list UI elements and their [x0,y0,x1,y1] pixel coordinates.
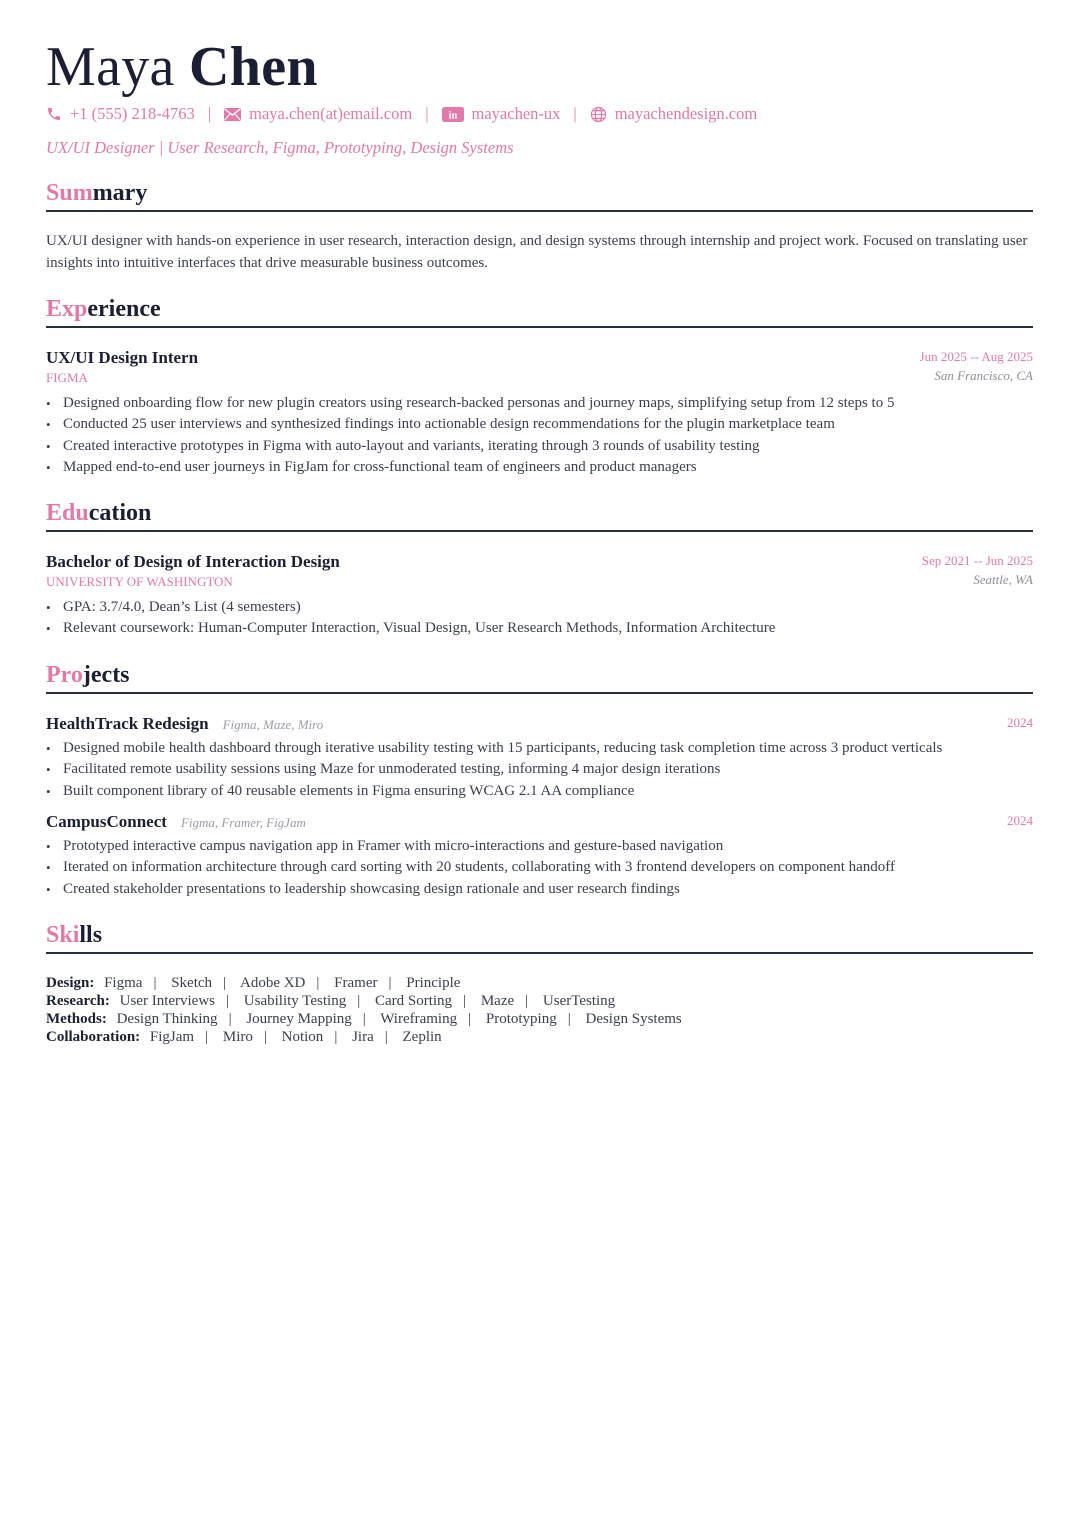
section-title-education [46,498,1033,532]
skill-item: FigJam [149,1029,195,1045]
candidate-name [46,34,318,100]
bullet-item: • Facilitated remote usability sessions using Maze for unmoderated testing, informing 4 major design iterations [46,759,1041,780]
skill-item: Adobe XD [239,975,306,991]
website-url: mayachendesign.com [614,104,758,123]
bullet-item: • GPA: 3.7/4.0, Dean’s List (4 semesters) [46,597,1041,618]
separator: | [263,1029,267,1045]
project-bullets [46,836,1041,900]
bullet-item: • Built component library of 40 reusable elements in Figma ensuring WCAG 2.1 AA compliance [46,781,1041,802]
bullet-item: • Designed onboarding flow for new plugin creators using research-backed personas and journey maps, simplifying setup from 12 steps to 5 [46,393,1041,414]
education-bullets [46,597,1041,640]
skill-item: UserTesting [542,993,616,1009]
separator: | [425,104,429,123]
separator: | [153,975,157,991]
svg-text:in: in [448,110,457,121]
separator: | [223,975,227,991]
date-range: Jun 2025 -- Aug 2025 [919,349,1033,364]
title-rest: cation [88,500,152,526]
bullet-item: • Mapped end-to-end user journeys in FigJam for cross-functional team of engineers and product managers [46,457,1041,478]
separator: | [228,1011,232,1027]
section-title-summary [46,178,1033,212]
project-title [46,713,323,736]
project-year: 2024 [1007,813,1033,828]
separator: | [362,1011,366,1027]
email-address: maya.chen(at)email.com [249,104,413,123]
skill-row-methods [46,1010,682,1028]
degree-title: Bachelor of Design of Interaction Design [46,552,340,571]
company-name: FIGMA [46,370,88,385]
skill-item: Jira [352,1029,374,1045]
experience-bullets [46,393,1041,478]
bullet-item: • Created interactive prototypes in Figma with auto-layout and variants, iterating through 3 rounds of usability testing [46,436,1041,457]
skill-row-design [46,974,682,992]
project-tech: Figma, Framer, FigJam [180,815,306,830]
skill-row-research [46,992,682,1010]
separator: | [226,993,230,1009]
skill-label: Research: [46,993,110,1009]
section-title-skills [46,920,1033,954]
title-rest: mary [92,180,148,206]
linkedin-handle: mayachen-ux [471,104,561,123]
skill-item: Sketch [171,975,213,991]
skill-label: Collaboration: [46,1029,141,1045]
contact-linkedin[interactable] [442,103,561,125]
section-title-projects [46,660,1033,694]
skill-item: Maze [480,993,515,1009]
bullet-item: • Prototyped interactive campus navigation app in Framer with micro-interactions and gesture-based navigation [46,836,1041,857]
section-title-experience [46,294,1033,328]
skill-label: Methods: [46,1011,107,1027]
contact-bar [46,103,757,125]
skill-item: Figma [104,975,143,991]
location: San Francisco, CA [934,368,1033,383]
skill-item: Wireframing [380,1011,458,1027]
separator: | [468,1011,472,1027]
phone-number: +1 (555) 218-4763 [70,104,195,123]
skill-item: Zeplin [402,1029,442,1045]
skill-item: Usability Testing [243,993,347,1009]
project-bullets [46,738,1041,802]
separator: | [316,975,320,991]
skill-item: Design Thinking [116,1011,218,1027]
skill-row-collaboration [46,1028,682,1046]
title-accent: Edu [46,500,89,526]
bullet-item: • Created stakeholder presentations to leadership showcasing design rationale and user research findings [46,879,1041,900]
contact-email[interactable] [224,103,412,125]
separator: | [384,1029,388,1045]
bullet-item: • Relevant coursework: Human-Computer Interaction, Visual Design, User Research Methods, Information Architecture [46,618,1041,639]
project-name: HealthTrack Redesign [46,714,209,733]
phone-icon [46,106,62,122]
bullet-item: • Conducted 25 user interviews and synthesized findings into actionable design recommendations for the plugin marketplace team [46,414,1041,435]
location: Seattle, WA [973,572,1033,587]
title-rest: erience [87,296,161,322]
title-rest: jects [82,662,130,688]
title-rest: lls [79,922,103,948]
project-title [46,811,306,834]
project-name: CampusConnect [46,812,167,831]
envelope-icon [224,108,241,121]
first-name: Maya [46,36,175,98]
last-name: Chen [189,36,318,98]
title-accent: Ski [46,922,80,948]
bullet-item: • Iterated on information architecture through card sorting with 20 students, collaborating with 3 frontend developers on component handoff [46,857,1041,878]
skill-item: Miro [222,1029,253,1045]
separator: | [463,993,467,1009]
contact-phone[interactable] [46,103,195,125]
separator: | [205,1029,209,1045]
headline: UX/UI Designer | User Research, Figma, Prototyping, Design Systems [46,138,514,157]
project-tech: Figma, Maze, Miro [222,717,324,732]
job-title: UX/UI Design Intern [46,348,199,367]
separator: | [334,1029,338,1045]
linkedin-icon [442,107,464,122]
separator: | [567,1011,571,1027]
separator: | [357,993,361,1009]
bullet-item: • Designed mobile health dashboard through iterative usability testing with 15 participants, reducing task completion time across 3 product verticals [46,738,1041,759]
separator: | [388,975,392,991]
title-accent: Sum [46,180,93,206]
skill-item: Notion [281,1029,324,1045]
school-name: UNIVERSITY OF WASHINGTON [46,574,233,589]
summary-text: UX/UI designer with hands-on experience in user research, interaction design, and design systems through internship and project work. Focused on translating user insights into intuitive interfaces that drive measurable business outcomes. [46,233,1028,271]
title-accent: Pro [46,662,83,688]
contact-website[interactable] [590,103,758,125]
title-accent: Exp [46,296,88,322]
skill-item: Prototyping [485,1011,557,1027]
skill-item: Principle [406,975,461,991]
separator: | [207,104,212,123]
skill-item: Card Sorting [374,993,453,1009]
project-year: 2024 [1007,715,1033,730]
skill-item: Journey Mapping [246,1011,352,1027]
globe-icon [590,106,607,123]
skill-item: Design Systems [585,1011,682,1027]
date-range: Sep 2021 -- Jun 2025 [921,553,1033,568]
separator: | [525,993,529,1009]
skill-item: Framer [334,975,378,991]
skills-list [46,974,682,1046]
skill-label: Design: [46,975,95,991]
skill-item: User Interviews [119,993,216,1009]
separator: | [573,104,577,123]
